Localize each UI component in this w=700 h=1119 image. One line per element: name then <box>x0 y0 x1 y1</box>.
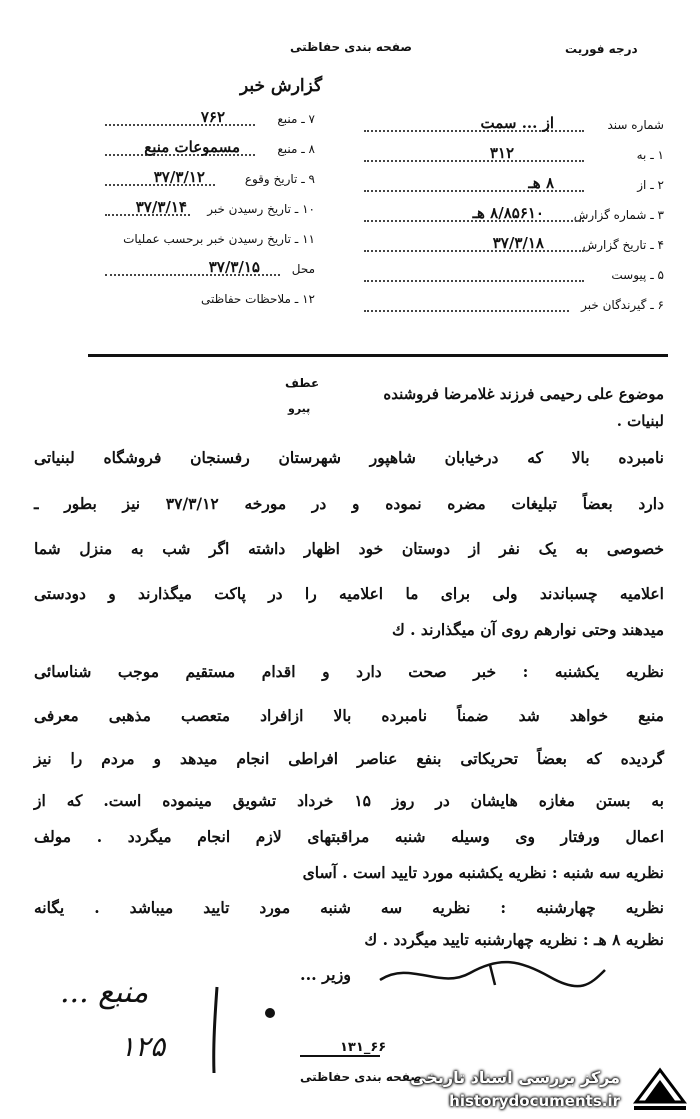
field-value: ۳۷/۳/۱۵ <box>208 258 260 276</box>
body-line: اعمال ورفتار وی وسیله شنبه مراقبتهای لازم انجام میگردد . مولف <box>34 827 664 846</box>
field-label: ۱۲ ـ ملاحظات حفاظتی <box>201 292 315 306</box>
handwritten-number: ۱۲۵ <box>120 1030 166 1063</box>
urgency-label: درجه فوریت <box>565 42 638 56</box>
field-label: شماره سند <box>607 118 664 132</box>
field-operation-date <box>105 232 315 252</box>
subject-line-cont: لبنیات . <box>616 412 664 430</box>
field-doc-number <box>364 114 664 138</box>
body-line: خصوصی به یک نفر از دوستان خود اظهار داشته اگر شب به منزل شما <box>34 539 664 558</box>
field-value: مسموعات منبع <box>144 138 240 156</box>
watermark-title: مرکز بررسی اسناد تاریخی <box>410 1068 620 1087</box>
classification-top: صفحه بندی حفاظتی <box>290 40 412 54</box>
body-line: نامبرده بالا که درخیابان شاهپور شهرستان رفسنجان فروشگاه لبنیاتی <box>34 448 664 467</box>
signature-scribble <box>370 955 610 995</box>
field-value: ۳۷/۳/۱۴ <box>135 198 187 216</box>
document-number: ۶۶_۱۳۱ <box>340 1040 387 1055</box>
body-line: به بستن مغازه هایشان در روز ۱۵ خرداد تشویق مینموده است. که از <box>34 791 664 810</box>
field-value: از ... سمت <box>480 114 554 132</box>
field-label: ۵ ـ پیوست <box>611 268 664 282</box>
subject-line: موضوع علی رحیمی فرزند غلامرضا فروشنده <box>383 385 664 403</box>
field-value: ۸/۸۵۶۱۰ هـ <box>472 204 544 222</box>
report-title: گزارش خبر <box>240 76 323 96</box>
body-line: گردیده که بعضاً تحریکاتی بنفع عناصر افراطی انجام میدهد و مردم را نیز <box>34 749 664 768</box>
body-line: نظریه چهارشنبه : نظریه سه شنبه مورد تایید میباشد . یگانه <box>34 898 664 917</box>
field-label: ۳ ـ شماره گزارش <box>573 208 664 222</box>
field-report-number <box>364 204 664 228</box>
dotted-line <box>364 160 584 162</box>
field-value: ۷۶۲ <box>200 108 225 126</box>
field-location <box>105 258 315 282</box>
reference-label: عطف <box>285 376 320 390</box>
dotted-line <box>105 124 255 126</box>
field-label: ۱۱ ـ تاریخ رسیدن خبر برحسب عملیات <box>123 232 315 246</box>
field-label: ۹ ـ تاریخ وقوع <box>244 172 315 186</box>
field-label: ۷ ـ منبع <box>277 112 315 126</box>
field-label: ۶ ـ گیرندگان خبر <box>581 298 664 312</box>
field-recipients <box>364 298 664 318</box>
field-label: ۴ ـ تاریخ گزارش <box>582 238 664 252</box>
field-source <box>105 108 315 132</box>
dotted-line <box>364 280 584 282</box>
field-value: ۳۷/۳/۱۸ <box>492 234 544 252</box>
field-to <box>364 144 664 168</box>
body-line: نظریه یکشنبه : خبر صحت دارد و اقدام مستقیم موجب شناسائی <box>34 662 664 681</box>
body-line: منبع خواهد شد ضمناً نامبرده بالا ازافراد متعصب مذهبی معرفی <box>34 706 664 725</box>
field-label: محل <box>291 262 315 276</box>
dotted-line <box>364 310 569 312</box>
handwritten-note: منبع ... <box>60 975 149 1010</box>
watermark <box>392 1058 700 1119</box>
signature-note: وزیر ... <box>300 965 352 984</box>
field-event-date <box>105 168 315 192</box>
body-line: دارد بعضاً تبلیغات مضره نموده و در مورخه ۳۷/۳/۱۲ نیز بطور ـ <box>34 494 664 513</box>
field-news-receipt-date <box>105 198 315 222</box>
field-source-type <box>105 138 315 162</box>
watermark-url: historydocuments.ir <box>449 1092 620 1110</box>
handwritten-stroke <box>205 985 225 1075</box>
field-value: ۳۱۲ <box>489 144 514 162</box>
footer-rule <box>300 1055 380 1057</box>
field-report-date <box>364 234 664 258</box>
field-value: ۸ هـ <box>528 174 554 192</box>
dotted-line <box>364 250 584 252</box>
body-line: نظریه ۸ هـ : نظریه چهارشنبه تایید میگردد . ك <box>364 930 664 949</box>
field-attachment <box>364 268 664 288</box>
field-label: ۲ ـ از <box>637 178 664 192</box>
body-line: اعلامیه چسباندند ولی برای ما اعلامیه را در پاکت میگذارند و دودستی <box>34 584 664 603</box>
header-divider <box>88 354 668 357</box>
field-label: ۸ ـ منبع <box>277 142 315 156</box>
field-value: ۳۷/۳/۱۲ <box>153 168 205 186</box>
body-line: میدهند وحتی نوارهم روی آن میگذارند . ك <box>391 620 664 639</box>
stamp-dot <box>262 1005 278 1021</box>
body-line: نظریه سه شنبه : نظریه یکشنبه مورد تایید است . آسای <box>302 863 664 882</box>
classification-bottom: صفحه بندی حفاظتی <box>300 1070 422 1084</box>
follow-up-label: پیرو <box>288 402 311 415</box>
field-label: ۱ ـ به <box>636 148 664 162</box>
archive-logo-icon <box>630 1062 690 1114</box>
field-from <box>364 174 664 198</box>
field-security-notes <box>105 292 315 312</box>
field-label: ۱۰ ـ تاریخ رسیدن خبر <box>207 202 315 216</box>
